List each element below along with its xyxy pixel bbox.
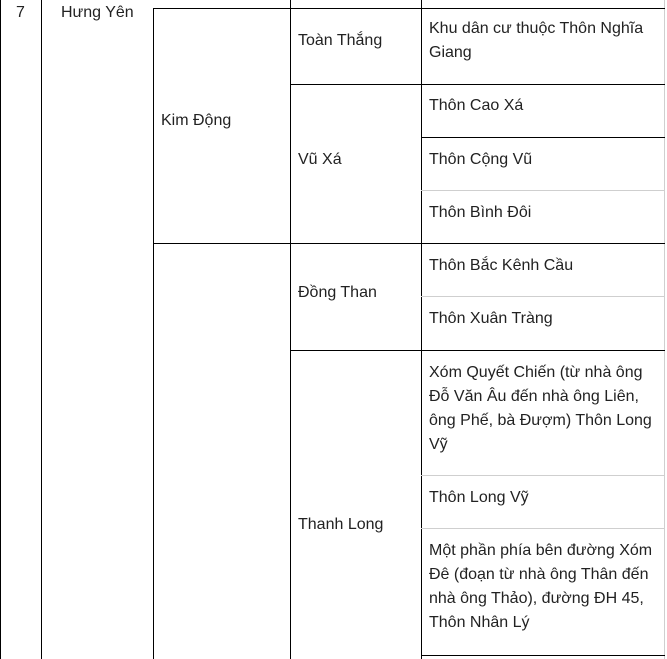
area-cell: Một phần phía bên đường Xóm Đê (đoạn từ nhà ông Thân đến nhà ông Thảo), đường ĐH 45, Thôn Nhân Lý — [429, 542, 653, 631]
area-cell: Khu dân cư thuộc Thôn Nghĩa Giang — [429, 20, 644, 61]
commune-name: Đồng Than — [298, 284, 377, 301]
column-divider-district — [290, 0, 291, 659]
column-divider-commune — [421, 0, 422, 659]
column-divider-province — [153, 8, 154, 659]
commune-name: Toàn Thắng — [298, 32, 383, 49]
commune-name: Thanh Long — [298, 516, 384, 533]
district-name: Kim Động — [161, 112, 232, 129]
row-border — [153, 8, 665, 9]
row-number: 7 — [16, 4, 25, 21]
row-border — [421, 296, 665, 297]
row-border — [421, 528, 665, 529]
table-left-border — [0, 0, 1, 659]
commune-name: Vũ Xá — [298, 151, 342, 168]
area-cell: Thôn Bình Đôi — [429, 204, 532, 221]
area-cell: Thôn Long Vỹ — [429, 489, 529, 506]
area-cell: Thôn Bắc Kênh Cầu — [429, 257, 574, 274]
row-border — [421, 190, 665, 191]
row-border — [290, 84, 665, 85]
area-cell: Thôn Cộng Vũ — [429, 151, 533, 168]
province-name: Hưng Yên — [61, 4, 134, 21]
area-cell: Thôn Xuân Tràng — [429, 310, 553, 327]
row-border — [290, 350, 665, 351]
column-divider-stt — [41, 0, 42, 659]
row-border — [421, 655, 665, 656]
area-cell: Xóm Quyết Chiến (từ nhà ông Đỗ Văn Âu đến nhà ông Liên, ông Phế, bà Đượm) Thôn Long Vỹ — [429, 364, 652, 453]
row-border — [421, 475, 665, 476]
row-border — [421, 137, 665, 138]
area-cell: Thôn Cao Xá — [429, 97, 524, 114]
table-right-border — [664, 0, 665, 659]
row-border — [153, 243, 665, 244]
